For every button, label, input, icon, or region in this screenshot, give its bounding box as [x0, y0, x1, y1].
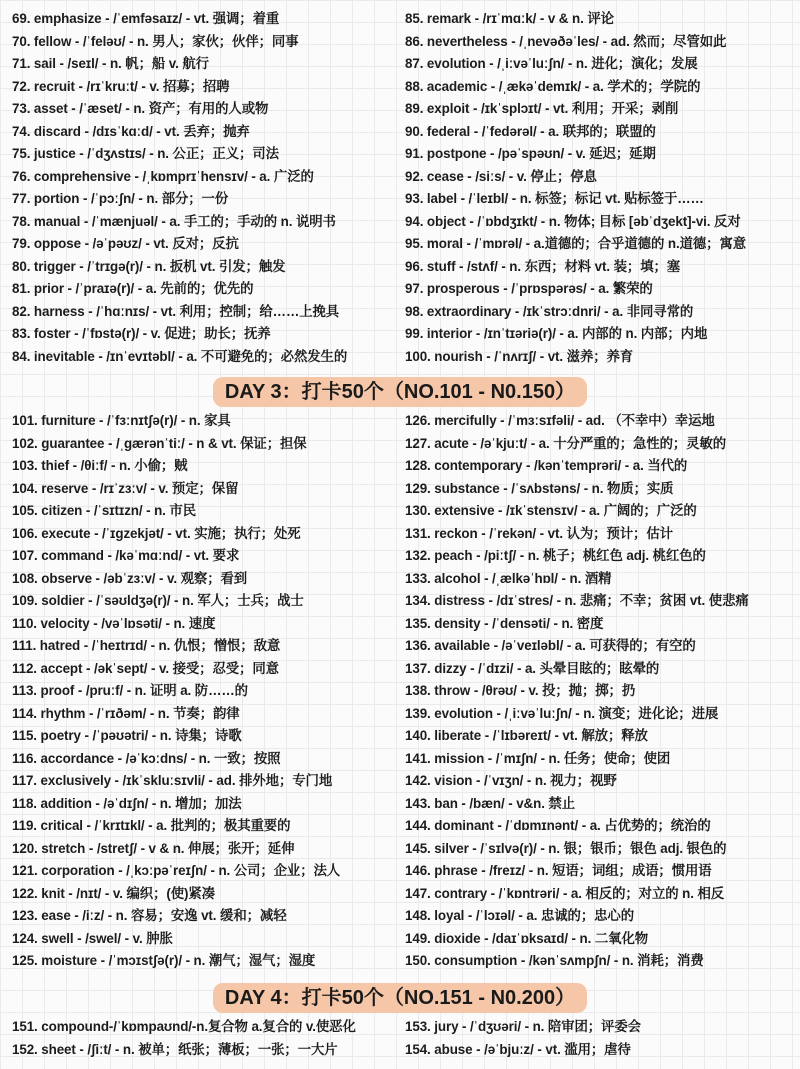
vocab-entry: 123. ease - /iːz/ - n. 容易；安逸 vt. 缓和；减轻 [12, 908, 287, 923]
vocab-entry: 145. silver - /ˈsɪlvə(r)/ - n. 银；银币；银色 adj. 银色的 [405, 840, 727, 856]
vocab-entry: 97. prosperous - /ˈprɒspərəs/ - a. 繁荣的 [405, 281, 653, 296]
vocab-entry: 107. command - /kəˈmɑːnd/ - vt. 要求 [12, 548, 240, 563]
vocab-entry: 109. soldier - /ˈsəʊldʒə(r)/ - n. 军人；士兵；战士 [12, 593, 304, 608]
vocab-entry: 75. justice - /ˈdʒʌstɪs/ - n. 公正；正义；司法 [12, 146, 279, 161]
vocab-entry: 83. foster - /ˈfɒstə(r)/ - v. 促进；助长；抚养 [12, 326, 271, 341]
vocab-column-left [12, 410, 402, 973]
vocab-entry: 93. label - /ˈleɪbl/ - n. 标签；标记 vt. 贴标签于…… [405, 191, 704, 206]
vocab-entry: 90. federal - /ˈfedərəl/ - a. 联邦的；联盟的 [405, 123, 656, 139]
vocab-entry: 99. interior - /ɪnˈtɪəriə(r)/ - a. 内部的 n. 内部；内地 [405, 326, 708, 341]
vocab-entry: 98. extraordinary - /ɪkˈstrɔːdnri/ - a. 非同寻常的 [405, 303, 694, 319]
vocab-entry: 76. comprehensive - /ˌkɒmprɪˈhensɪv/ - a. 广泛的 [12, 168, 314, 184]
vocab-entry: 80. trigger - /ˈtrɪɡə(r)/ - n. 扳机 vt. 引发；触发 [12, 258, 286, 274]
vocab-entry: 114. rhythm - /ˈrɪðəm/ - n. 节奏；韵律 [12, 705, 240, 721]
vocab-entry: 77. portion - /ˈpɔːʃn/ - n. 部分；一份 [12, 191, 229, 206]
vocab-entry: 86. nevertheless - /ˌnevəðəˈles/ - ad. 然而；尽管如此 [405, 33, 727, 49]
vocab-entry: 140. liberate - /ˈlɪbəreɪt/ - vt. 解放；释放 [405, 728, 648, 743]
vocab-entry: 106. execute - /ˈɪɡzekjət/ - vt. 实施；执行；处死 [12, 525, 301, 541]
vocab-entry: 133. alcohol - /ˌælkəˈhɒl/ - n. 酒精 [405, 570, 612, 586]
vocab-section-1 [0, 8, 800, 370]
vocab-entry: 113. proof - /pruːf/ - n. 证明 a. 防……的 [12, 683, 248, 698]
vocab-entry: 127. acute - /əˈkjuːt/ - a. 十分严重的；急性的；灵敏的 [405, 435, 727, 451]
vocab-entry: 129. substance - /ˈsʌbstəns/ - n. 物质；实质 [405, 480, 674, 496]
vocab-entry: 138. throw - /θrəʊ/ - v. 投；抛；掷；扔 [405, 683, 636, 698]
vocab-entry: 132. peach - /piːtʃ/ - n. 桃子；桃红色 adj. 桃红色的 [405, 548, 706, 563]
vocab-entry: 94. object - /ˈɒbdʒɪkt/ - n. 物体; 目标 [əbˈdʒekt]-vi. 反对 [405, 213, 741, 229]
vocab-entry: 144. dominant - /ˈdɒmɪnənt/ - a. 占优势的；统治的 [405, 818, 711, 833]
vocab-entry: 143. ban - /bæn/ - v&n. 禁止 [405, 795, 576, 811]
vocab-entry: 96. stuff - /stʌf/ - n. 东西；材料 vt. 装；填；塞 [405, 258, 681, 274]
vocab-entry: 146. phrase - /freɪz/ - n. 短语；词组；成语；惯用语 [405, 863, 712, 878]
vocab-entry: 154. abuse - /əˈbjuːz/ - vt. 滥用；虐待 [405, 1041, 631, 1057]
vocab-section-day4 [0, 1016, 800, 1064]
vocab-entry: 100. nourish - /ˈnʌrɪʃ/ - vt. 滋养；养育 [405, 348, 634, 364]
vocab-entry: 130. extensive - /ɪkˈstensɪv/ - a. 广阔的；广泛的 [405, 503, 697, 518]
vocab-entry: 101. furniture - /ˈfɜːnɪtʃə(r)/ - n. 家具 [12, 413, 231, 428]
vocab-entry: 71. sail - /seɪl/ - n. 帆；船 v. 航行 [12, 56, 209, 71]
vocab-entry: 112. accept - /əkˈsept/ - v. 接受；忍受；同意 [12, 660, 279, 676]
vocab-entry: 148. loyal - /ˈlɔɪəl/ - a. 忠诚的；忠心的 [405, 908, 634, 923]
vocab-entry: 84. inevitable - /ɪnˈevɪtəbl/ - a. 不可避免的；必然发生的 [12, 348, 348, 364]
vocab-entry: 111. hatred - /ˈheɪtrɪd/ - n. 仇恨；憎恨；敌意 [12, 638, 281, 653]
vocab-entry: 134. distress - /dɪˈstres/ - n. 悲痛；不幸；贫困 vt. 使悲痛 [405, 593, 749, 608]
vocab-entry: 70. fellow - /ˈfeləʊ/ - n. 男人；家伙；伙伴；同事 [12, 33, 299, 49]
vocab-entry: 103. thief - /θiːf/ - n. 小偷；贼 [12, 458, 188, 473]
vocab-entry: 74. discard - /dɪsˈkɑːd/ - vt. 丢弃；抛弃 [12, 123, 250, 139]
vocab-entry: 92. cease - /siːs/ - v. 停止；停息 [405, 168, 597, 184]
vocab-column-right [405, 1016, 797, 1061]
vocab-entry: 110. velocity - /vəˈlɒsəti/ - n. 速度 [12, 615, 216, 631]
vocab-entry: 78. manual - /ˈmænjuəl/ - a. 手工的；手动的 n. 说明书 [12, 213, 336, 229]
vocab-entry: 125. moisture - /ˈmɔɪstʃə(r)/ - n. 潮气；湿气；湿度 [12, 953, 316, 968]
day3-heading: DAY 3：打卡50个（NO.101 - N0.150） [213, 377, 587, 407]
day4-heading: DAY 4：打卡50个（NO.151 - N0.200） [213, 983, 587, 1013]
vocab-section-day3 [0, 410, 800, 975]
vocab-entry: 117. exclusively - /ɪkˈskluːsɪvli/ - ad. 排外地；专门地 [12, 773, 333, 788]
day3-heading-wrap [0, 377, 800, 407]
vocab-entry: 69. emphasize - /ˈemfəsaɪz/ - vt. 强调；着重 [12, 11, 280, 26]
vocab-entry: 136. available - /əˈveɪləbl/ - a. 可获得的；有空的 [405, 638, 696, 653]
vocab-entry: 85. remark - /rɪˈmɑːk/ - v & n. 评论 [405, 11, 614, 26]
vocab-entry: 72. recruit - /rɪˈkruːt/ - v. 招募；招聘 [12, 78, 230, 94]
vocab-entry: 121. corporation - /ˌkɔːpəˈreɪʃn/ - n. 公司；企业；法人 [12, 863, 341, 878]
vocab-entry: 104. reserve - /rɪˈzɜːv/ - v. 预定；保留 [12, 480, 239, 496]
vocab-entry: 81. prior - /ˈpraɪə(r)/ - a. 先前的；优先的 [12, 281, 254, 296]
vocab-entry: 131. reckon - /ˈrekən/ - vt. 认为；预计；估计 [405, 525, 673, 541]
vocab-column-right [405, 8, 797, 368]
vocab-entry: 149. dioxide - /daɪˈɒksaɪd/ - n. 二氧化物 [405, 930, 649, 946]
vocab-entry: 73. asset - /ˈæset/ - n. 资产；有用的人或物 [12, 101, 269, 116]
vocab-entry: 142. vision - /ˈvɪʒn/ - n. 视力；视野 [405, 773, 617, 788]
vocab-entry: 150. consumption - /kənˈsʌmpʃn/ - n. 消耗；消费 [405, 953, 704, 968]
vocab-entry: 102. guarantee - /ˌɡærənˈtiː/ - n & vt. 保证；担保 [12, 435, 307, 451]
vocab-entry: 135. density - /ˈdensəti/ - n. 密度 [405, 615, 604, 631]
vocab-entry: 115. poetry - /ˈpəʊətri/ - n. 诗集；诗歌 [12, 728, 242, 743]
vocab-entry: 105. citizen - /ˈsɪtɪzn/ - n. 市民 [12, 503, 196, 518]
vocab-entry: 124. swell - /swel/ - v. 肿胀 [12, 930, 173, 946]
vocab-entry: 119. critical - /ˈkrɪtɪkl/ - a. 批判的；极其重要的 [12, 818, 291, 833]
vocab-entry: 118. addition - /əˈdɪʃn/ - n. 增加；加法 [12, 795, 242, 811]
vocab-entry: 128. contemporary - /kənˈtemprəri/ - a. 当代的 [405, 458, 688, 473]
vocab-entry: 141. mission - /ˈmɪʃn/ - n. 任务；使命；使团 [405, 750, 671, 766]
vocab-entry: 137. dizzy - /ˈdɪzi/ - a. 头晕目眩的；眩晕的 [405, 660, 660, 676]
vocab-column-right [405, 410, 797, 973]
vocab-entry: 88. academic - /ˌækəˈdemɪk/ - a. 学术的；学院的 [405, 78, 701, 94]
vocab-entry: 120. stretch - /stretʃ/ - v & n. 伸展；张开；延伸 [12, 840, 295, 856]
vocab-entry: 147. contrary - /ˈkɒntrəri/ - a. 相反的；对立的 n. 相反 [405, 885, 725, 901]
vocab-entry: 87. evolution - /ˌiːvəˈluːʃn/ - n. 进化；演化；发展 [405, 56, 698, 71]
vocab-entry: 82. harness - /ˈhɑːnɪs/ - vt. 利用；控制；给……上挽具 [12, 303, 340, 319]
vocab-entry: 89. exploit - /ɪkˈsplɔɪt/ - vt. 利用；开采；剥削 [405, 101, 679, 116]
vocab-entry: 95. moral - /ˈmɒrəl/ - a.道德的；合乎道德的 n.道德；寓意 [405, 236, 747, 251]
vocab-entry: 108. observe - /əbˈzɜːv/ - v. 观察；看到 [12, 570, 248, 586]
vocab-entry: 116. accordance - /əˈkɔːdns/ - n. 一致；按照 [12, 750, 281, 766]
vocab-entry: 139. evolution - /ˌiːvəˈluːʃn/ - n. 演变；进化论；进展 [405, 705, 719, 721]
day4-heading-wrap [0, 983, 800, 1013]
vocab-entry: 152. sheet - /ʃiːt/ - n. 被单；纸张；薄板；一张；一大片 [12, 1041, 338, 1057]
vocab-entry: 153. jury - /ˈdʒʊəri/ - n. 陪审团；评委会 [405, 1019, 641, 1034]
vocab-entry: 151. compound-/ˈkɒmpaʊnd/-n.复合物 a.复合的 v.使恶化 [12, 1019, 356, 1034]
vocab-column-left [12, 8, 402, 368]
vocab-entry: 79. oppose - /əˈpəʊz/ - vt. 反对；反抗 [12, 236, 239, 251]
vocab-entry: 126. mercifully - /ˈmɜːsɪfəli/ - ad. （不幸中）幸运地 [405, 413, 715, 428]
vocab-entry: 122. knit - /nɪt/ - v. 编织；(使)紧凑 [12, 885, 215, 901]
vocab-column-left [12, 1016, 402, 1061]
vocab-entry: 91. postpone - /pəˈspəʊn/ - v. 延迟；延期 [405, 146, 656, 161]
